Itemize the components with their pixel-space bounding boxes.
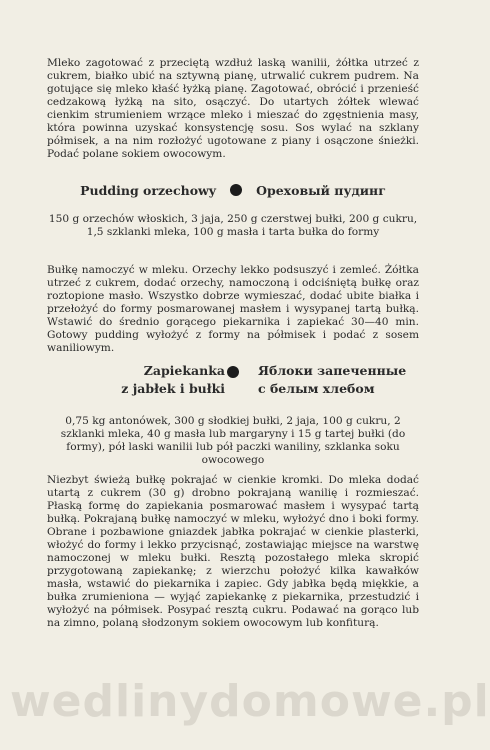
recipe1-method: Bułkę namoczyć w mleku. Orzechy lekko podsuszyć i zemleć. Żółtka utrzeć z cukrem, dodać orzechy, namoczoną i odciśniętą bułkę oraz roztopione masło. Wszystko dobrze wymieszać, dodać ubite białka i przełożyć do formy posmarowanej masłem i wysypanej tartą bułką. Wstawić do średnio gorącego piekarnika i zapiekać 30—40 min. Gotowy pudding wyłożyć z formy na półmisek i podać z sosem waniliowym.: [47, 264, 419, 354]
recipe2-title-ru-line1: Яблоки запеченные: [258, 363, 407, 378]
recipe2-method: Niezbyt świeżą bułkę pokrajać w cienkie kromki. Do mleka dodać utartą z cukrem (30 g) drobno pokrajaną wanilię i rozmieszać. Płaską formę do zapiekania posmarować masłem i wysypać tartą bułką. Pokrajaną bułkę namoczyć w mleku, wyłożyć dno i boki formy. Obrane i pozbawione gniazdek jabłka pokrajać w cienkie plasterki, włożyć do formy i lekko przycisnąć, zostawiając miejsce na warstwę namoczonej w mleku bułki. Resztą pozostałego mleka skropić przygotowaną zapiekankę; z wierzchu położyć kilka kawałków masła, wstawić do piekarnika i zapiec. Gdy jabłka będą miękkie, a bułka zrumieniona — wyjąć zapiekankę z piekarnika, przestudzić i wyłożyć na półmisek. Posypać resztą cukru. Podawać na gorąco lub na zimno, polaną słodzonym sokiem owocowym lub konfiturą.: [47, 474, 419, 629]
recipe2-title-ru-line2: с белым хлебом: [258, 381, 375, 396]
recipe1-title-ru: Ореховый пудинг: [256, 182, 386, 198]
recipe2-ingredients: 0,75 kg antonówek, 300 g słodkiej bułki, 2 jaja, 100 g cukru, 2 szklanki mleka, 40 g masła lub margaryny i 15 g tartej bułki (do formy), pół laski wanilii lub pół paczki waniliny, szklanka soku owocowego: [60, 415, 406, 466]
recipe2-title-ru: [258, 362, 408, 398]
watermark: wedlinydomowe.pl: [10, 676, 490, 727]
bullet-dot-icon: [227, 366, 239, 378]
recipe2-title-pl-line2: z jabłek i bułki: [121, 381, 225, 396]
intro-paragraph: Mleko zagotować z przeciętą wzdłuż laską wanilii, żółtka utrzeć z cukrem, białko ubić na sztywną pianę, utrwalić cukrem pudrem. Na gotujące się mleko kłaść łyżką pianę. Zagotować, obrócić i przenieść cedzakową łyżką na sito, osączyć. Do utartych żółtek wlewać cienkim strumieniem wrzące mleko i mieszać do zgęstnienia masy, która powinna uzyskać konsystencję sosu. Sos wylać na szklany półmisek, a na nim rozłożyć ugotowane z piany i osączone śnieżki. Podać polane sokiem owocowym.: [47, 57, 419, 160]
recipe1-heading: [47, 180, 419, 200]
recipe1-title-pl: Pudding orzechowy: [80, 182, 217, 198]
bullet-dot-icon: [230, 184, 242, 196]
recipe1-ingredients: 150 g orzechów włoskich, 3 jaja, 250 g czerstwej bułki, 200 g cukru, 1,5 szklanki mleka, 100 g masła i tarta bułka do formy: [48, 213, 418, 238]
recipe2-title-pl-line1: Zapiekanka: [143, 363, 225, 378]
recipe2-title-pl: [75, 362, 225, 398]
